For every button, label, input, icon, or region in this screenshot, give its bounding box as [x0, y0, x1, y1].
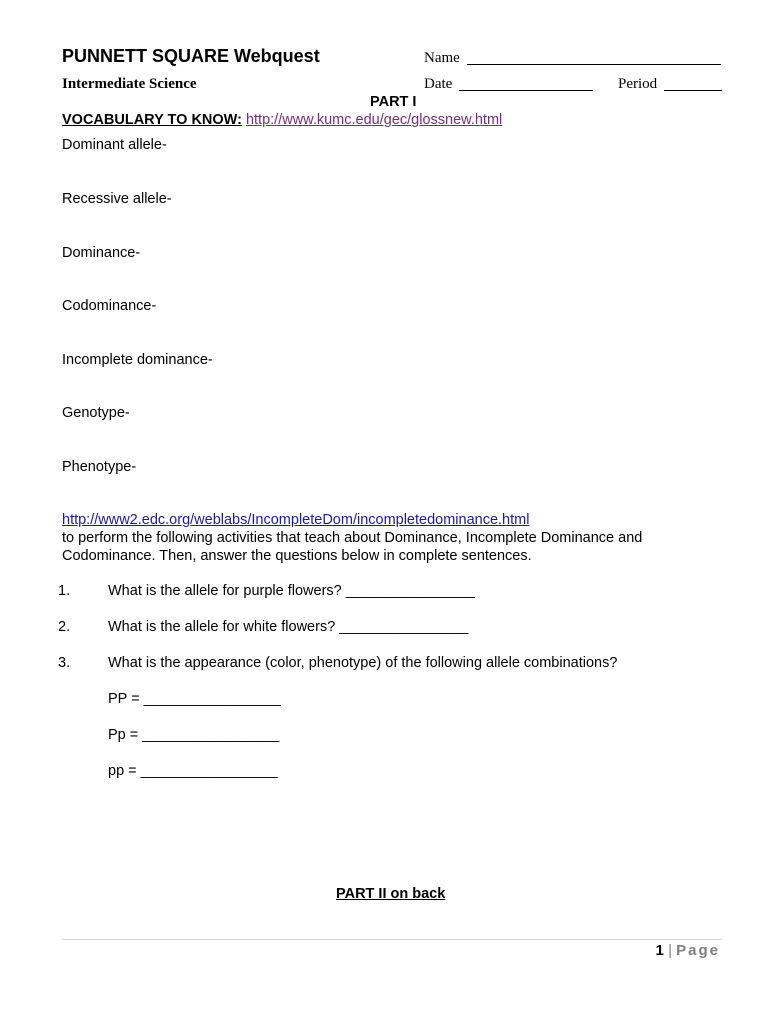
term-dominant-allele: Dominant allele- [62, 137, 167, 153]
vocab-link[interactable]: http://www.kumc.edu/gec/glossnew.html [245, 112, 503, 128]
question-number: 2. [58, 619, 71, 635]
part2-note: PART II on back [336, 886, 446, 902]
period-label: Period [618, 76, 658, 92]
question-number: 3. [58, 655, 71, 671]
question-purple-allele: What is the allele for purple flowers? ________________ [108, 583, 475, 599]
combo-pp-heterozygous: Pp = _________________ [108, 727, 280, 743]
vocab-label: VOCABULARY TO KNOW: [62, 112, 242, 128]
term-dominance: Dominance- [62, 245, 141, 261]
term-recessive-allele: Recessive allele- [62, 191, 172, 207]
term-codominance: Codominance- [62, 298, 157, 314]
term-genotype: Genotype- [62, 405, 130, 421]
term-incomplete-dominance: Incomplete dominance- [62, 352, 213, 368]
page-number: 1 [655, 942, 664, 959]
date-label: Date [424, 76, 453, 92]
name-label: Name [424, 50, 460, 66]
date-field-line[interactable] [459, 90, 593, 91]
instructions-line-1: to perform the following activities that teach about Dominance, Incomplete Dominance and [62, 530, 643, 546]
instructions-line-2: Codominance. Then, answer the questions below in complete sentences. [62, 548, 532, 564]
part1-heading: PART I [370, 94, 417, 110]
course-subtitle: Intermediate Science [62, 76, 197, 92]
document-title: PUNNETT SQUARE Webquest [62, 46, 320, 66]
combo-pp-homozygous-recessive: pp = _________________ [108, 763, 278, 779]
question-white-allele: What is the allele for white flowers? ________________ [108, 619, 469, 635]
question-number: 1. [58, 583, 71, 599]
page-footer [656, 942, 720, 959]
name-field-line[interactable] [467, 64, 721, 65]
footer-divider [62, 939, 722, 940]
period-field-line[interactable] [664, 90, 722, 91]
combo-pp-homozygous-dominant: PP = _________________ [108, 691, 281, 707]
question-appearance: What is the appearance (color, phenotype) of the following allele combinations? [108, 655, 618, 671]
activity-link[interactable]: http://www2.edc.org/weblabs/IncompleteDom/incompletedominance.html [62, 512, 530, 528]
page-word: Page [676, 942, 720, 959]
vocab-line [62, 112, 502, 128]
term-phenotype: Phenotype- [62, 459, 137, 475]
page-separator: | [668, 942, 672, 959]
